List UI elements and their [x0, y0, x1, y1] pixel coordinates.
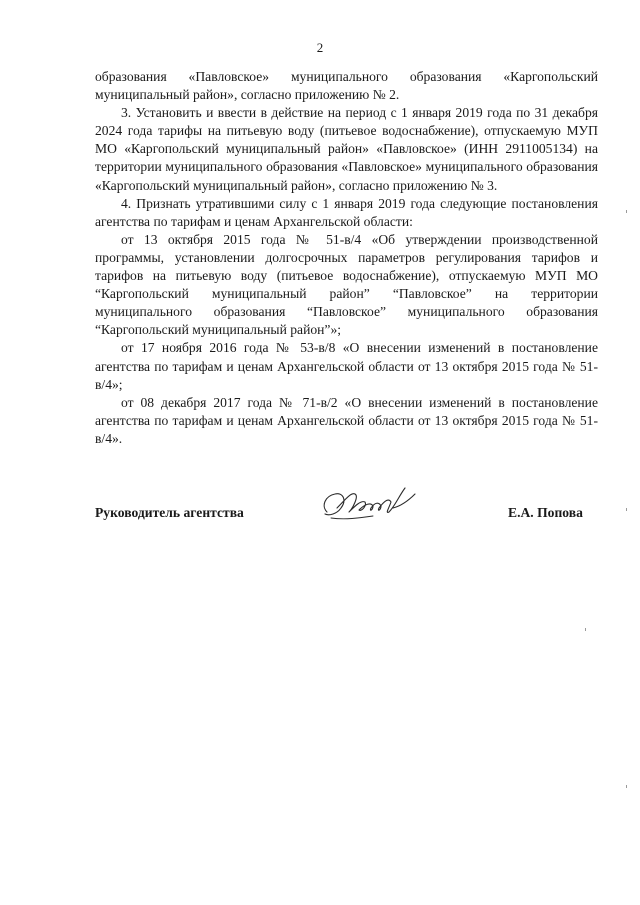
- scan-mark: [626, 785, 627, 788]
- repealed-resolution-1: от 13 октября 2015 года № 51-в/4 «Об утверждении производственной программы, установлении долгосрочных параметров регулирования тарифов и тарифов на питьевую воду (питьевое водоснабжение), отпускаемую МУП МО “Каргопольский муниципальный район” “Павловское” на территории муниципального образования “Павловское” муниципального образования “Каргопольский муниципальный район”»;: [95, 231, 598, 338]
- paragraph-continuation: образования «Павловское» муниципального образования «Каргопольский муниципальный район», согласно приложению № 2.: [95, 69, 598, 103]
- paragraph-item-4: 4. Признать утратившими силу с 1 января 2019 года следующие постановления агентства по тарифам и ценам Архангельской области:: [95, 195, 598, 229]
- handwritten-signature: [315, 478, 425, 528]
- repealed-resolution-3: от 08 декабря 2017 года № 71-в/2 «О внесении изменений в постановление агентства по тарифам и ценам Архангельской области от 13 октября 2015 года № 51-в/4».: [95, 394, 598, 446]
- repealed-resolution-2: от 17 ноября 2016 года № 53-в/8 «О внесении изменений в постановление агентства по тарифам и ценам Архангельской области от 13 октября 2015 года № 51-в/4»;: [95, 340, 598, 392]
- document-body: [95, 68, 598, 448]
- scan-mark: [626, 508, 627, 511]
- page-number: 2: [316, 40, 324, 55]
- scan-mark: [585, 628, 586, 631]
- paragraph-item-3: 3. Установить и ввести в действие на период с 1 января 2019 года по 31 декабря 2024 года тарифы на питьевую воду (питьевое водоснабжение), отпускаемую МУП МО «Каргопольский муниципальный район» «Павловское» (ИНН 2911005134) на территории муниципального образования «Павловское» муниципального образования «Каргопольский муниципальный район», согласно приложению № 3.: [95, 105, 598, 193]
- signatory-name: Е.А. Попова: [508, 505, 583, 520]
- scan-mark: [626, 210, 627, 213]
- signatory-title: Руководитель агентства: [95, 505, 244, 520]
